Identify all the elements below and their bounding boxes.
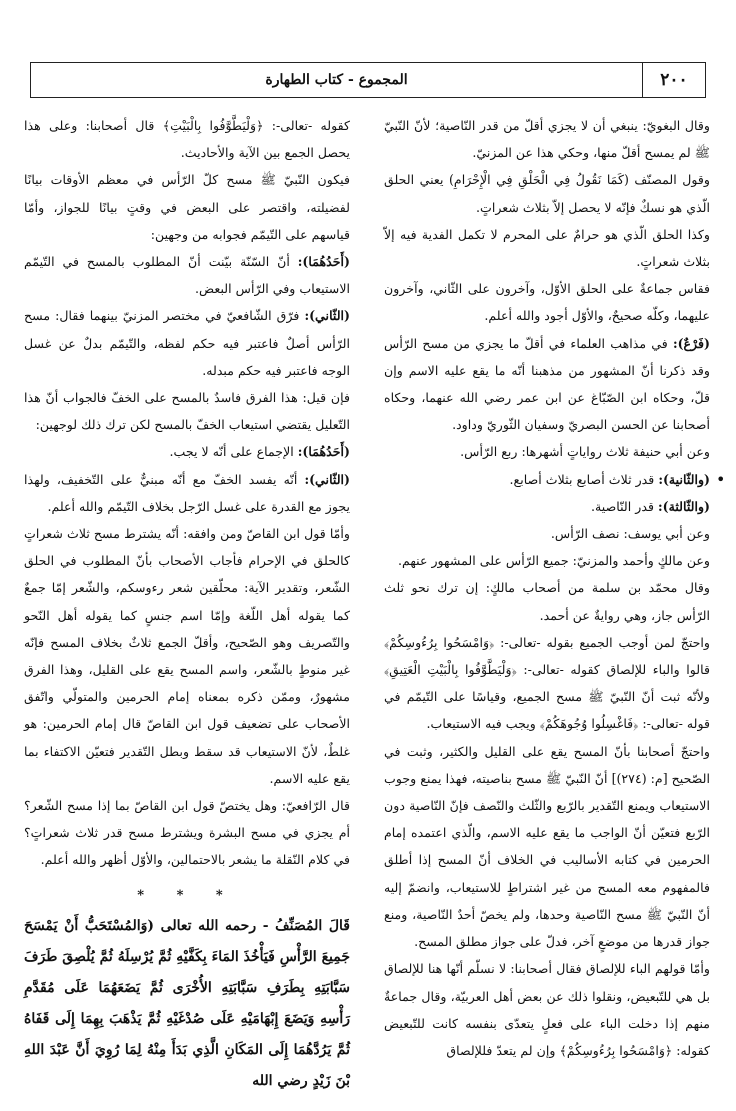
paragraph-khuff-second [24,466,350,520]
paragraph: واحتجّ أصحابنا بأنّ المسح يقع على القليل والكثير، وثبت في الصّحيح [م: (٢٧٤)] أنّ النّبيّ ﷺ مسح بناصيته، فهذا يمنع وجوب الاستيعاب ويمنع التّقدير بالرّبع والثّلث والنّصف فإنّ النّاصية دون الرّبع فتعيّن أنّ الواجب ما يقع عليه الاسم، والّذي اعتمده إمام الحرمين في كتابه الأساليب في الخلاف أنّ المسح إذا أطلق فالمفهوم معه المسح من غير اشتراطٍ للاستيعاب، وانضمّ إليه أنّ النّبيّ ﷺ مسح النّاصية وحدها، ولم يخصّ أحدٌ النّاصية، ومنع جواز قدرها من موضعٍ آخر، فدلّ على جواز مطلق المسح. [384,743,710,950]
second-answer-text: فرّق الشّافعيّ في مختصر المزنيّ بينهما فقال: مسح الرّأس أصلٌ فاعتبر فيه حكم لفظه، والتّيمّم بدلٌ عن غسل الوجه فاعتبر فيه حكم مبدله. [24,308,350,378]
paragraph: واحتجّ لمن أوجب الجميع بقوله -تعالى-: ﴿وَامْسَحُوا بِرُءُوسِكُمْ﴾ قالوا والباء للإلصاق كقوله -تعالى-: ﴿وَلْيَطَّوَّفُوا بِالْبَيْتِ الْعَتِيقِ﴾ ولأنّه ثبت أنّ النّبيّ ﷺ مسح الجميع، وقياسًا على التّيمّم في قوله -تعالى-: ﴿فَاغْسِلُوا وُجُوهَكُمْ﴾ ويجب فيه الاستيعاب. [384,634,710,732]
far3-text: في مذاهب العلماء في أقلّ ما يجزي من مسح الرّأس وقد ذكرنا أنّ المشهور من مذهبنا أنّه ما يقع عليه الاسم وإن قلّ، وحكاه ابن الصّبّاغ عن ابن عمر رضي الله عنهما، وحكاه أصحابنا عن الحسن البصريّ وسفيان الثّوريّ وداود. [384,335,710,433]
paragraph-second-riwaya [384,466,710,493]
paragraph-second-answer [24,302,350,384]
paragraph-third-riwaya [384,493,710,520]
paragraph: وعن أبي يوسف: نصف الرّأس. [550,526,710,542]
page-header [30,62,706,98]
paragraph: فقاس جماعةٌ على الحلق الأوّل، وآخرون على الثّاني، وآخرون عليهما، وكلّه صحيحٌ، والأوّل أجود والله أعلم. [384,281,710,324]
paragraph: كقوله -تعالى-: ﴿وَلْيَطَّوَّفُوا بِالْبَيْتِ﴾ قال أصحابنا: وعلى هذا يحصل الجمع بين الآية والأحاديث. [24,118,350,161]
page-mark: • [716,470,726,489]
paragraph: وعن مالكٍ وأحمد والمزنيّ: جميع الرّأس على المشهور عنهم. [397,553,710,569]
paragraph: فيكون النّبيّ ﷺ مسح كلّ الرّأس في معظم الأوقات بيانًا لفضيلته، واقتصر على البعض في وقتٍ بيانًا للجواز، وأمّا قياسهم على التّيمّم فجوابه من وجهين: [24,172,350,242]
paragraph: وكذا الحلق الّذي هو حرامٌ على المحرم لا تكمل الفدية فيه إلاّ بثلاث شعراتٍ. [384,226,710,270]
first-answer-text: أنّ السّنّة بيّنت أنّ المطلوب بالمسح في التّيمّم الاستيعاب وفي الرّأس البعض. [24,254,350,297]
khuff-second-text: أنّه يفسد الخفّ مع أنّه مبنيٌّ على التّخفيف، ولهذا يجوز مع القدرة على غسل الرّجل بخلاف التّيمّم والله أعلم. [24,471,350,514]
page-number: ٢٠٠ [642,63,705,97]
paragraph: وقال البغويّ: ينبغي أن لا يجزي أقلّ من قدر النّاصية؛ لأنّ النّبيّ ﷺ لم يمسح أقلّ منها، وحكي هذا عن المزنيّ. [384,118,710,161]
running-title: المجموع - كتاب الطهارة [265,72,408,88]
khuff-first-text: الإجماع على أنّه لا يجب. [169,444,298,460]
third-riwaya-label: (والثّالثة): [657,498,710,514]
paragraph: وقول المصنّف (كَمَا نَقُولُ فِي الْحَلْقِ فِي الْإِحْرَامِ) يعني الحلق الّذي هو نسكٌ فإنّه لا يحصل إلاّ بثلاث شعراتٍ. [384,172,710,215]
far3-label: (فَرْعٌ): [672,335,710,351]
third-riwaya-text: قدر النّاصية. [591,498,658,514]
khuff-first-label: (أَحَدُهُمَا): [297,444,350,460]
paragraph-far3 [384,330,710,439]
paragraph: وأمّا قول ابن القاصّ ومن وافقه: أنّه يشترط مسح ثلاث شعراتٍ كالحلق في الإحرام فأجاب الأصحاب بأنّ المطلوب في الحلق الشّعر، وتقدير الآية: محلّقين شعر رءوسكم، والشّعر إمّا جمعٌ كما يقوله أهل اللّغة وإمّا اسم جنسٍ كما يقوله أهل النّحو والتّصريف وهو الصّحيح، وأقلّ الجمع ثلاثٌ بخلاف المسح فإنّه غير منوطٍ بالشّعر، واسم المسح يقع على القليل، وهذا الفرق مشهورٌ، وممّن ذكره بمعناه إمام الحرمين والمتولّي واتّفق الأصحاب على تضعيف قول ابن القاصّ قال إمام الحرمين: هو غلطٌ، لأنّ الاستيعاب قد سقط وبطل التّقدير فتعيّن الاكتفاء بما يقع عليه الاسم. [24,526,350,786]
paragraph: فإن قيل: هذا الفرق فاسدٌ بالمسح على الخفّ فالجواب أنّ هذا التّعليل يقتضي استيعاب الخفّ بالمسح لكن ترك ذلك لوجهين: [24,390,350,433]
paragraph: قال الرّافعيّ: وهل يختصّ قول ابن القاصّ بما إذا مسح الشّعر؟ أم يجزي في مسح البشرة ويشترط مسح قدر ثلاث شعراتٍ؟ في كلام النّقلة ما يشعر بالاحتمالين، والأوّل أظهر والله أعلم. [24,798,350,868]
paragraph-first-answer [24,248,350,302]
section-separator: * * * [137,887,237,903]
second-riwaya-text: قدر ثلاث أصابع بثلاث أصابع. [509,471,659,487]
paragraph: وعن أبي حنيفة ثلاث رواياتٍ أشهرها: ربع الرّأس. [460,444,710,460]
left-column [24,112,350,1097]
paragraph: وقال محمّد بن سلمة من أصحاب مالكٍ: إن ترك نحو ثلث الرّأس جاز، وهي روايةٌ عن أحمد. [384,580,710,623]
paragraph: وأمّا قولهم الباء للإلصاق فقال أصحابنا: لا نسلّم أنّها هنا للإلصاق بل هي للتّبعيض، ونقلوا ذلك عن بعض أهل العربيّة، وقال جماعةٌ منهم إذا دخلت الباء على فعلٍ يتعدّى بنفسه كانت للتّبعيض كقوله: ﴿وَامْسَحُوا بِرُءُوسِكُمْ﴾ وإن لم يتعدّ فللإلصاق [384,961,710,1058]
first-answer-label: (أَحَدُهُمَا): [297,254,350,270]
right-column [384,112,710,1064]
second-riwaya-label: (والثّانية): [658,471,710,487]
matn-text: قَالَ المُصَنِّفُ - رحمه الله تعالى (وَالمُسْتَحَبُّ أَنْ يَمْسَحَ جَمِيعَ الرَّأْسِ فَيَأْخُذَ المَاءَ بِكَفَّيْهِ ثُمَّ يُرْسِلَهُ ثُمَّ يُلْصِقَ طَرَفَ سَبَّابَتِهِ بِطَرَفِ سَبَّابَتِهِ الأُخْرَى ثُمَّ يَضَعَهُمَا عَلَى مُقَدَّمِ رَأْسِهِ وَيَضَعَ إِبْهَامَيْهِ عَلَى صُدْغَيْهِ ثُمَّ يَذْهَبَ بِهِمَا إِلَى قَفَاهُ ثُمَّ يَرُدَّهُمَا إِلَى المَكَانِ الَّذِي بَدَأَ مِنْهُ لِمَا رُوِيَ أَنَّ عَبْدَ اللهِ بْنَ زَيْدٍ رضي الله [24,917,350,1089]
paragraph-khuff-first [24,438,350,465]
khuff-second-label: (الثّاني): [304,471,350,487]
second-answer-label: (الثّاني): [304,308,350,324]
